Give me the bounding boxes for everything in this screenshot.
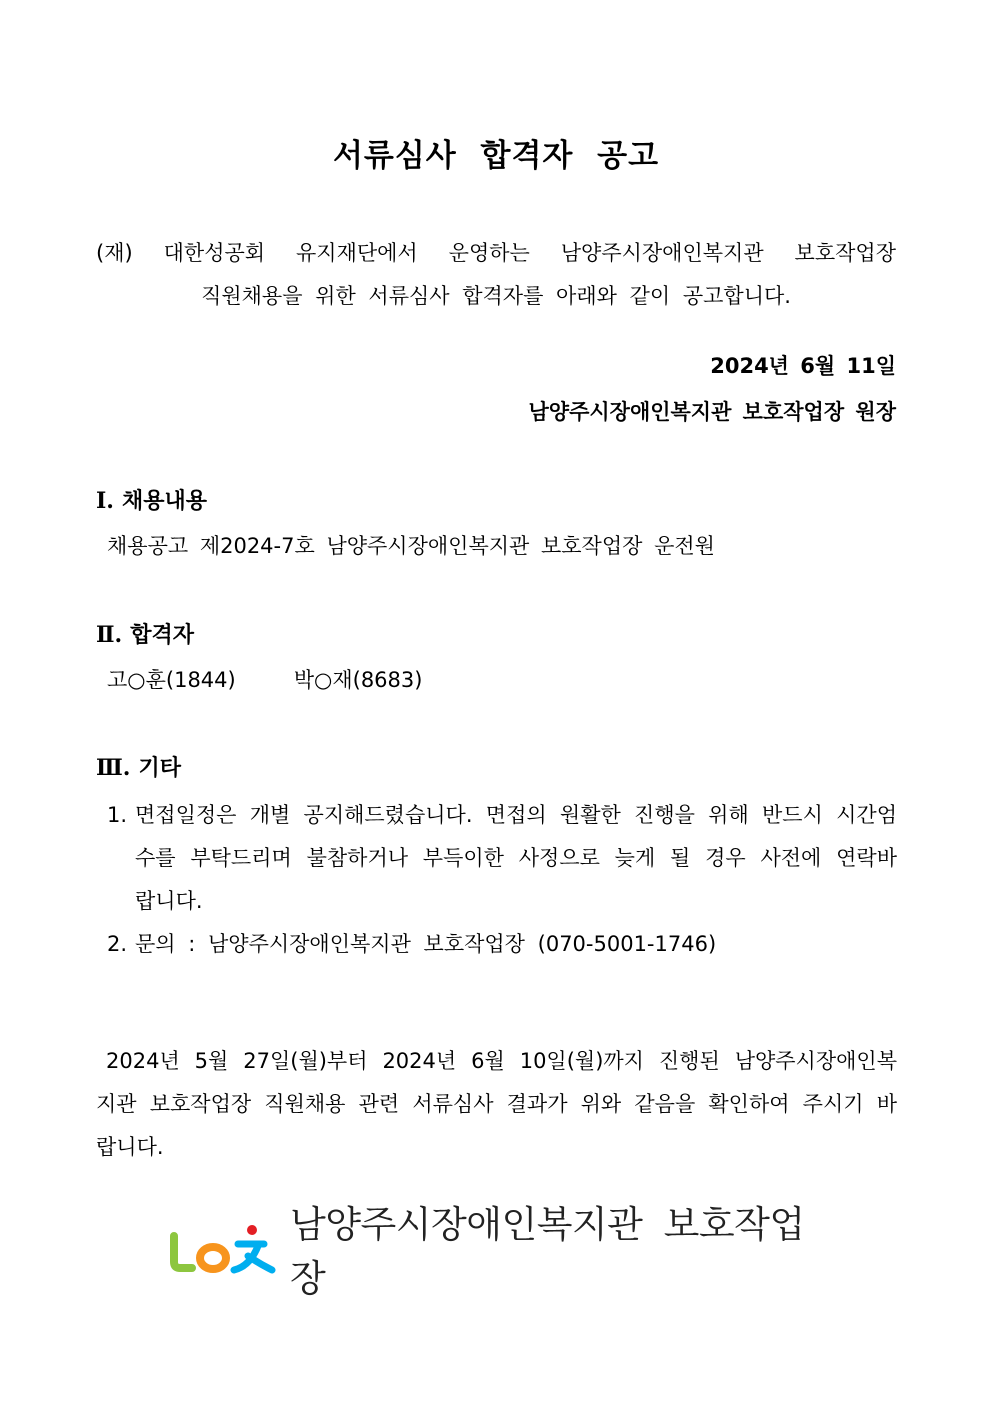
list-item-number: 1. bbox=[107, 803, 128, 827]
footer-signature bbox=[168, 1203, 828, 1300]
list-item bbox=[107, 794, 897, 923]
organization-logo-icon bbox=[168, 1220, 278, 1276]
section-number: Ⅰ. bbox=[96, 488, 114, 514]
intro-line-2: 직원채용을 위한 서류심사 합격자를 아래와 같이 공고합니다. bbox=[201, 284, 791, 308]
list-item bbox=[107, 923, 897, 966]
list-item-text: 면접일정은 개별 공지해드렸습니다. 면접의 원활한 진행을 위해 반드시 시간엄수를 부탁드리며 불참하거나 부득이한 사정으로 늦게 될 경우 사전에 연락바랍니다. bbox=[135, 803, 897, 913]
others-list bbox=[107, 794, 897, 966]
section-label: 합격자 bbox=[130, 623, 194, 648]
section-label: 기타 bbox=[138, 756, 181, 781]
intro-paragraph bbox=[96, 232, 896, 318]
section-heading-recruitment bbox=[96, 484, 207, 515]
signer: 남양주시장애인복지관 보호작업장 원장 bbox=[528, 400, 896, 424]
announcement-date: 2024년 6월 11일 bbox=[710, 354, 896, 378]
recruitment-details: 채용공고 제2024-7호 남양주시장애인복지관 보호작업장 운전원 bbox=[107, 534, 715, 558]
organization-name: 남양주시장애인복지관 보호작업장 bbox=[290, 1203, 805, 1300]
passers-list bbox=[107, 664, 422, 694]
passer-item: 고○훈(1844) bbox=[107, 668, 236, 692]
section-label: 채용내용 bbox=[121, 489, 207, 514]
section-heading-passers bbox=[96, 618, 194, 649]
list-item-number: 2. bbox=[107, 932, 128, 956]
passer-item: 박○재(8683) bbox=[293, 668, 423, 692]
section-number: Ⅱ. bbox=[96, 622, 123, 648]
closing-paragraph: 2024년 5월 27일(월)부터 2024년 6월 10일(월)까지 진행된 남양주시장애인복지관 보호작업장 직원채용 관련 서류심사 결과가 위와 같음을 확인하여 주시기 바랍니다. bbox=[96, 1049, 897, 1159]
section-heading-others bbox=[96, 751, 181, 782]
section-number: Ⅲ. bbox=[96, 755, 131, 781]
intro-line-1: (재) 대한성공회 유지재단에서 운영하는 남양주시장애인복지관 보호작업장 bbox=[96, 241, 896, 265]
document-title: 서류심사 합격자 공고 bbox=[332, 138, 660, 174]
list-item-text: 문의 : 남양주시장애인복지관 보호작업장 (070-5001-1746) bbox=[135, 932, 717, 956]
